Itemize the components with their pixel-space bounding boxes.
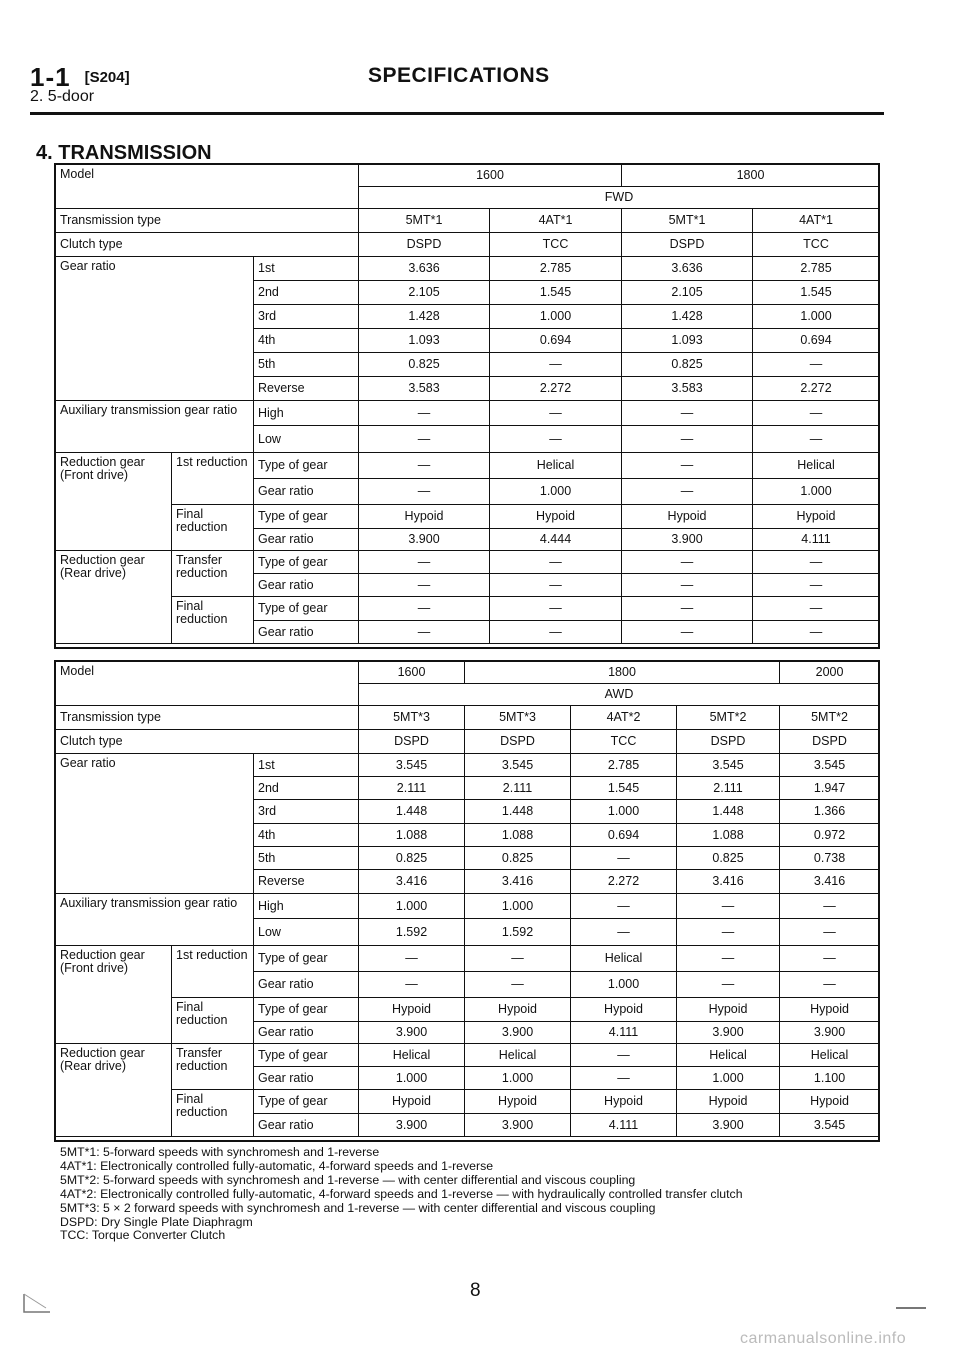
model-label: Model <box>56 165 359 209</box>
footnote: 5MT*3: 5 × 2 forward speeds with synchromesh and 1-reverse — with center differential and viscous coupling <box>60 1200 656 1215</box>
table-row <box>56 754 880 777</box>
attr-name: Gear ratio <box>254 1022 359 1044</box>
row-label: Transmission type <box>56 209 359 233</box>
gear-name: 5th <box>254 847 359 870</box>
cell: Hypoid <box>359 998 465 1022</box>
cell: 1.093 <box>359 329 490 353</box>
cell: — <box>490 353 622 377</box>
cell: 2.272 <box>490 377 622 401</box>
cell: — <box>677 894 780 919</box>
cell: — <box>622 401 753 426</box>
gear-name: 1st <box>254 257 359 281</box>
cell: 4.111 <box>571 1114 677 1137</box>
cell: 0.694 <box>571 824 677 847</box>
cell: 1.448 <box>465 800 571 824</box>
section-code: 1-1 [S204] <box>30 62 130 92</box>
cell: 1.000 <box>490 305 622 329</box>
corner-mark-right <box>896 1307 926 1309</box>
cell: 3.636 <box>359 257 490 281</box>
cell: — <box>359 972 465 998</box>
cell: DSPD <box>677 730 780 754</box>
cell: — <box>465 946 571 972</box>
cell: 2.111 <box>677 777 780 800</box>
cell: 2.111 <box>465 777 571 800</box>
cell: 1.428 <box>622 305 753 329</box>
sub-label: 1st reduction <box>172 453 254 505</box>
row-label: Gear ratio <box>56 257 254 401</box>
attr-name: Type of gear <box>254 505 359 529</box>
attr-name: Type of gear <box>254 551 359 574</box>
col-1800: 1800 <box>622 165 880 187</box>
cell: 1.093 <box>622 329 753 353</box>
cell: 3.545 <box>465 754 571 777</box>
watermark: carmanualsonline.info <box>740 1330 907 1347</box>
cell: — <box>359 479 490 505</box>
row-label: Reduction gear (Front drive) <box>56 453 172 551</box>
col-1600: 1600 <box>359 662 465 684</box>
cell: 3.416 <box>359 870 465 894</box>
cell: 3.583 <box>359 377 490 401</box>
table-row <box>56 505 880 529</box>
attr-name: Type of gear <box>254 597 359 621</box>
model-label: Model <box>56 662 359 706</box>
cell: 0.825 <box>359 353 490 377</box>
table-row <box>56 257 880 281</box>
cell: — <box>490 401 622 426</box>
section-tag: [S204] <box>84 69 130 86</box>
cell: 1.545 <box>571 777 677 800</box>
cell: 1.000 <box>677 1067 780 1090</box>
cell: 1.000 <box>465 894 571 919</box>
fwd-spec-table <box>55 164 880 644</box>
cell: Helical <box>571 946 677 972</box>
row-label: Reduction gear (Rear drive) <box>56 551 172 644</box>
cell: Hypoid <box>490 505 622 529</box>
cell: Helical <box>465 1044 571 1067</box>
cell: 1.000 <box>359 894 465 919</box>
footnote: 4AT*2: Electronically controlled fully-automatic, 4-forward speeds and 1-reverse — with hydraulically controlled transfer clutch <box>60 1186 743 1201</box>
gear-name: Reverse <box>254 377 359 401</box>
cell: — <box>753 621 880 644</box>
cell: Hypoid <box>753 505 880 529</box>
table-row <box>56 730 880 754</box>
cell: — <box>753 551 880 574</box>
cell: — <box>780 972 880 998</box>
attr-name: Gear ratio <box>254 1114 359 1137</box>
cell: 3.900 <box>465 1114 571 1137</box>
cell: 1.448 <box>359 800 465 824</box>
table-row <box>56 597 880 621</box>
cell: 3.636 <box>622 257 753 281</box>
cell: Helical <box>490 453 622 479</box>
cell: DSPD <box>780 730 880 754</box>
cell: 3.900 <box>622 529 753 551</box>
gear-name: 4th <box>254 824 359 847</box>
cell: 1.545 <box>490 281 622 305</box>
sub-label: Final reduction <box>172 998 254 1044</box>
cell: — <box>490 621 622 644</box>
page-title: SPECIFICATIONS <box>368 64 550 87</box>
footnote: DSPD: Dry Single Plate Diaphragm <box>60 1214 253 1229</box>
cell: 1.947 <box>780 777 880 800</box>
page-subtitle: 2. 5-door <box>30 88 95 105</box>
cell: 1.088 <box>465 824 571 847</box>
table-row <box>56 1044 880 1067</box>
corner-mark-icon <box>20 1290 56 1316</box>
cell: Hypoid <box>465 998 571 1022</box>
gear-name: Low <box>254 919 359 946</box>
cell: Hypoid <box>465 1090 571 1114</box>
gear-name: 3rd <box>254 800 359 824</box>
cell: 5MT*2 <box>780 706 880 730</box>
cell: Hypoid <box>571 1090 677 1114</box>
attr-name: Gear ratio <box>254 1067 359 1090</box>
cell: — <box>753 353 880 377</box>
footnotes <box>60 1146 743 1243</box>
attr-name: Gear ratio <box>254 479 359 505</box>
page-number: 8 <box>470 1280 481 1301</box>
cell: 3.900 <box>359 1114 465 1137</box>
row-label: Auxiliary transmission gear ratio <box>56 401 254 453</box>
cell: — <box>359 551 490 574</box>
cell: — <box>490 574 622 597</box>
cell: 1.000 <box>490 479 622 505</box>
sub-label: 1st reduction <box>172 946 254 998</box>
attr-name: Type of gear <box>254 453 359 479</box>
cell: Hypoid <box>780 1090 880 1114</box>
cell: 4.111 <box>571 1022 677 1044</box>
cell: — <box>359 453 490 479</box>
cell: 2.785 <box>571 754 677 777</box>
cell: — <box>753 597 880 621</box>
cell: 0.825 <box>465 847 571 870</box>
cell: 3.900 <box>465 1022 571 1044</box>
cell: DSPD <box>622 233 753 257</box>
cell: 4AT*2 <box>571 706 677 730</box>
cell: Hypoid <box>359 505 490 529</box>
col-2000: 2000 <box>780 662 880 684</box>
gear-name: Reverse <box>254 870 359 894</box>
cell: DSPD <box>359 730 465 754</box>
cell: — <box>622 551 753 574</box>
table-row <box>56 998 880 1022</box>
cell: 0.825 <box>677 847 780 870</box>
cell: — <box>622 453 753 479</box>
cell: — <box>622 574 753 597</box>
cell: 5MT*1 <box>622 209 753 233</box>
cell: Helical <box>753 453 880 479</box>
cell: Hypoid <box>677 998 780 1022</box>
cell: 5MT*3 <box>359 706 465 730</box>
cell: 0.738 <box>780 847 880 870</box>
cell: 3.900 <box>359 1022 465 1044</box>
attr-name: Gear ratio <box>254 574 359 597</box>
row-label: Gear ratio <box>56 754 254 894</box>
cell: — <box>490 426 622 453</box>
attr-name: Type of gear <box>254 998 359 1022</box>
cell: — <box>780 946 880 972</box>
cell: — <box>780 894 880 919</box>
cell: 3.545 <box>780 1114 880 1137</box>
cell: — <box>359 946 465 972</box>
cell: — <box>465 972 571 998</box>
cell: — <box>677 946 780 972</box>
cell: — <box>753 426 880 453</box>
cell: 1.448 <box>677 800 780 824</box>
cell: — <box>359 574 490 597</box>
cell: — <box>780 919 880 946</box>
table-row <box>56 1090 880 1114</box>
cell: Hypoid <box>677 1090 780 1114</box>
sub-label: Final reduction <box>172 597 254 644</box>
cell: 1.100 <box>780 1067 880 1090</box>
cell: Helical <box>780 1044 880 1067</box>
cell: 3.583 <box>622 377 753 401</box>
cell: 4AT*1 <box>753 209 880 233</box>
attr-name: Gear ratio <box>254 621 359 644</box>
cell: Helical <box>677 1044 780 1067</box>
cell: 3.900 <box>677 1114 780 1137</box>
cell: — <box>753 574 880 597</box>
cell: 3.416 <box>465 870 571 894</box>
cell: 1.592 <box>359 919 465 946</box>
cell: 5MT*3 <box>465 706 571 730</box>
cell: 1.000 <box>753 305 880 329</box>
row-label: Clutch type <box>56 233 359 257</box>
cell: Hypoid <box>780 998 880 1022</box>
attr-name: Type of gear <box>254 946 359 972</box>
cell: 1.000 <box>571 800 677 824</box>
gear-name: High <box>254 401 359 426</box>
table-row <box>56 894 880 919</box>
cell: 1.000 <box>571 972 677 998</box>
footnote: 4AT*1: Electronically controlled fully-automatic, 4-forward speeds and 1-reverse <box>60 1158 494 1173</box>
drive-awd: AWD <box>359 684 880 706</box>
section-title: 4. TRANSMISSION <box>36 142 212 164</box>
gear-name: 2nd <box>254 281 359 305</box>
cell: — <box>571 847 677 870</box>
cell: — <box>571 1044 677 1067</box>
cell: 5MT*1 <box>359 209 490 233</box>
cell: 1.088 <box>677 824 780 847</box>
col-1600: 1600 <box>359 165 622 187</box>
row-label: Auxiliary transmission gear ratio <box>56 894 254 946</box>
table-row <box>56 401 880 426</box>
gear-name: 4th <box>254 329 359 353</box>
cell: 2.785 <box>490 257 622 281</box>
cell: 0.972 <box>780 824 880 847</box>
col-1800: 1800 <box>465 662 780 684</box>
cell: 0.825 <box>622 353 753 377</box>
cell: 2.111 <box>359 777 465 800</box>
table-row <box>56 551 880 574</box>
cell: Hypoid <box>622 505 753 529</box>
cell: — <box>677 919 780 946</box>
table-row <box>56 706 880 730</box>
cell: 0.825 <box>359 847 465 870</box>
cell: Hypoid <box>571 998 677 1022</box>
table-row <box>56 453 880 479</box>
gear-name: 3rd <box>254 305 359 329</box>
cell: 4AT*1 <box>490 209 622 233</box>
cell: 1.428 <box>359 305 490 329</box>
row-label: Reduction gear (Front drive) <box>56 946 172 1044</box>
cell: 1.366 <box>780 800 880 824</box>
cell: — <box>571 1067 677 1090</box>
cell: 3.545 <box>677 754 780 777</box>
cell: 1.088 <box>359 824 465 847</box>
sub-label: Transfer reduction <box>172 1044 254 1090</box>
attr-name: Type of gear <box>254 1044 359 1067</box>
attr-name: Gear ratio <box>254 529 359 551</box>
gear-name: 2nd <box>254 777 359 800</box>
footnote: 5MT*1: 5-forward speeds with synchromesh and 1-reverse <box>60 1145 380 1159</box>
table-row <box>56 233 880 257</box>
cell: 3.545 <box>359 754 465 777</box>
gear-name: 1st <box>254 754 359 777</box>
cell: 3.416 <box>677 870 780 894</box>
table-row <box>56 209 880 233</box>
cell: 1.000 <box>753 479 880 505</box>
attr-name: Gear ratio <box>254 972 359 998</box>
cell: — <box>490 551 622 574</box>
cell: DSPD <box>465 730 571 754</box>
awd-spec-table <box>55 661 880 1137</box>
cell: — <box>753 401 880 426</box>
cell: — <box>359 426 490 453</box>
cell: — <box>490 597 622 621</box>
cell: — <box>571 894 677 919</box>
cell: 2.272 <box>753 377 880 401</box>
cell: 0.694 <box>490 329 622 353</box>
cell: 2.272 <box>571 870 677 894</box>
gear-name: 5th <box>254 353 359 377</box>
cell: 1.000 <box>359 1067 465 1090</box>
cell: 3.900 <box>359 529 490 551</box>
footnote: 5MT*2: 5-forward speeds with synchromesh and 1-reverse — with center differential and viscous coupling <box>60 1172 636 1187</box>
cell: 3.545 <box>780 754 880 777</box>
cell: — <box>359 621 490 644</box>
cell: 1.592 <box>465 919 571 946</box>
cell: TCC <box>490 233 622 257</box>
gear-name: Low <box>254 426 359 453</box>
cell: TCC <box>571 730 677 754</box>
gear-name: High <box>254 894 359 919</box>
sub-label: Final reduction <box>172 1090 254 1137</box>
row-label: Reduction gear (Rear drive) <box>56 1044 172 1137</box>
row-label: Clutch type <box>56 730 359 754</box>
cell: TCC <box>753 233 880 257</box>
cell: 4.444 <box>490 529 622 551</box>
cell: 3.416 <box>780 870 880 894</box>
cell: Helical <box>359 1044 465 1067</box>
cell: 3.900 <box>780 1022 880 1044</box>
cell: — <box>571 919 677 946</box>
cell: — <box>359 597 490 621</box>
row-label: Transmission type <box>56 706 359 730</box>
cell: DSPD <box>359 233 490 257</box>
footnote: TCC: Torque Converter Clutch <box>60 1228 226 1243</box>
cell: 4.111 <box>753 529 880 551</box>
sub-label: Transfer reduction <box>172 551 254 597</box>
header-rule <box>30 112 884 115</box>
cell: — <box>677 972 780 998</box>
cell: 2.785 <box>753 257 880 281</box>
cell: — <box>359 401 490 426</box>
cell: 2.105 <box>359 281 490 305</box>
cell: 1.545 <box>753 281 880 305</box>
attr-name: Type of gear <box>254 1090 359 1114</box>
drive-fwd: FWD <box>359 187 880 209</box>
cell: 2.105 <box>622 281 753 305</box>
sub-label: Final reduction <box>172 505 254 551</box>
cell: — <box>622 426 753 453</box>
cell: — <box>622 621 753 644</box>
cell: 3.900 <box>677 1022 780 1044</box>
cell: — <box>622 597 753 621</box>
cell: 0.694 <box>753 329 880 353</box>
cell: 1.000 <box>465 1067 571 1090</box>
cell: — <box>622 479 753 505</box>
cell: Hypoid <box>359 1090 465 1114</box>
cell: 5MT*2 <box>677 706 780 730</box>
table-row <box>56 946 880 972</box>
